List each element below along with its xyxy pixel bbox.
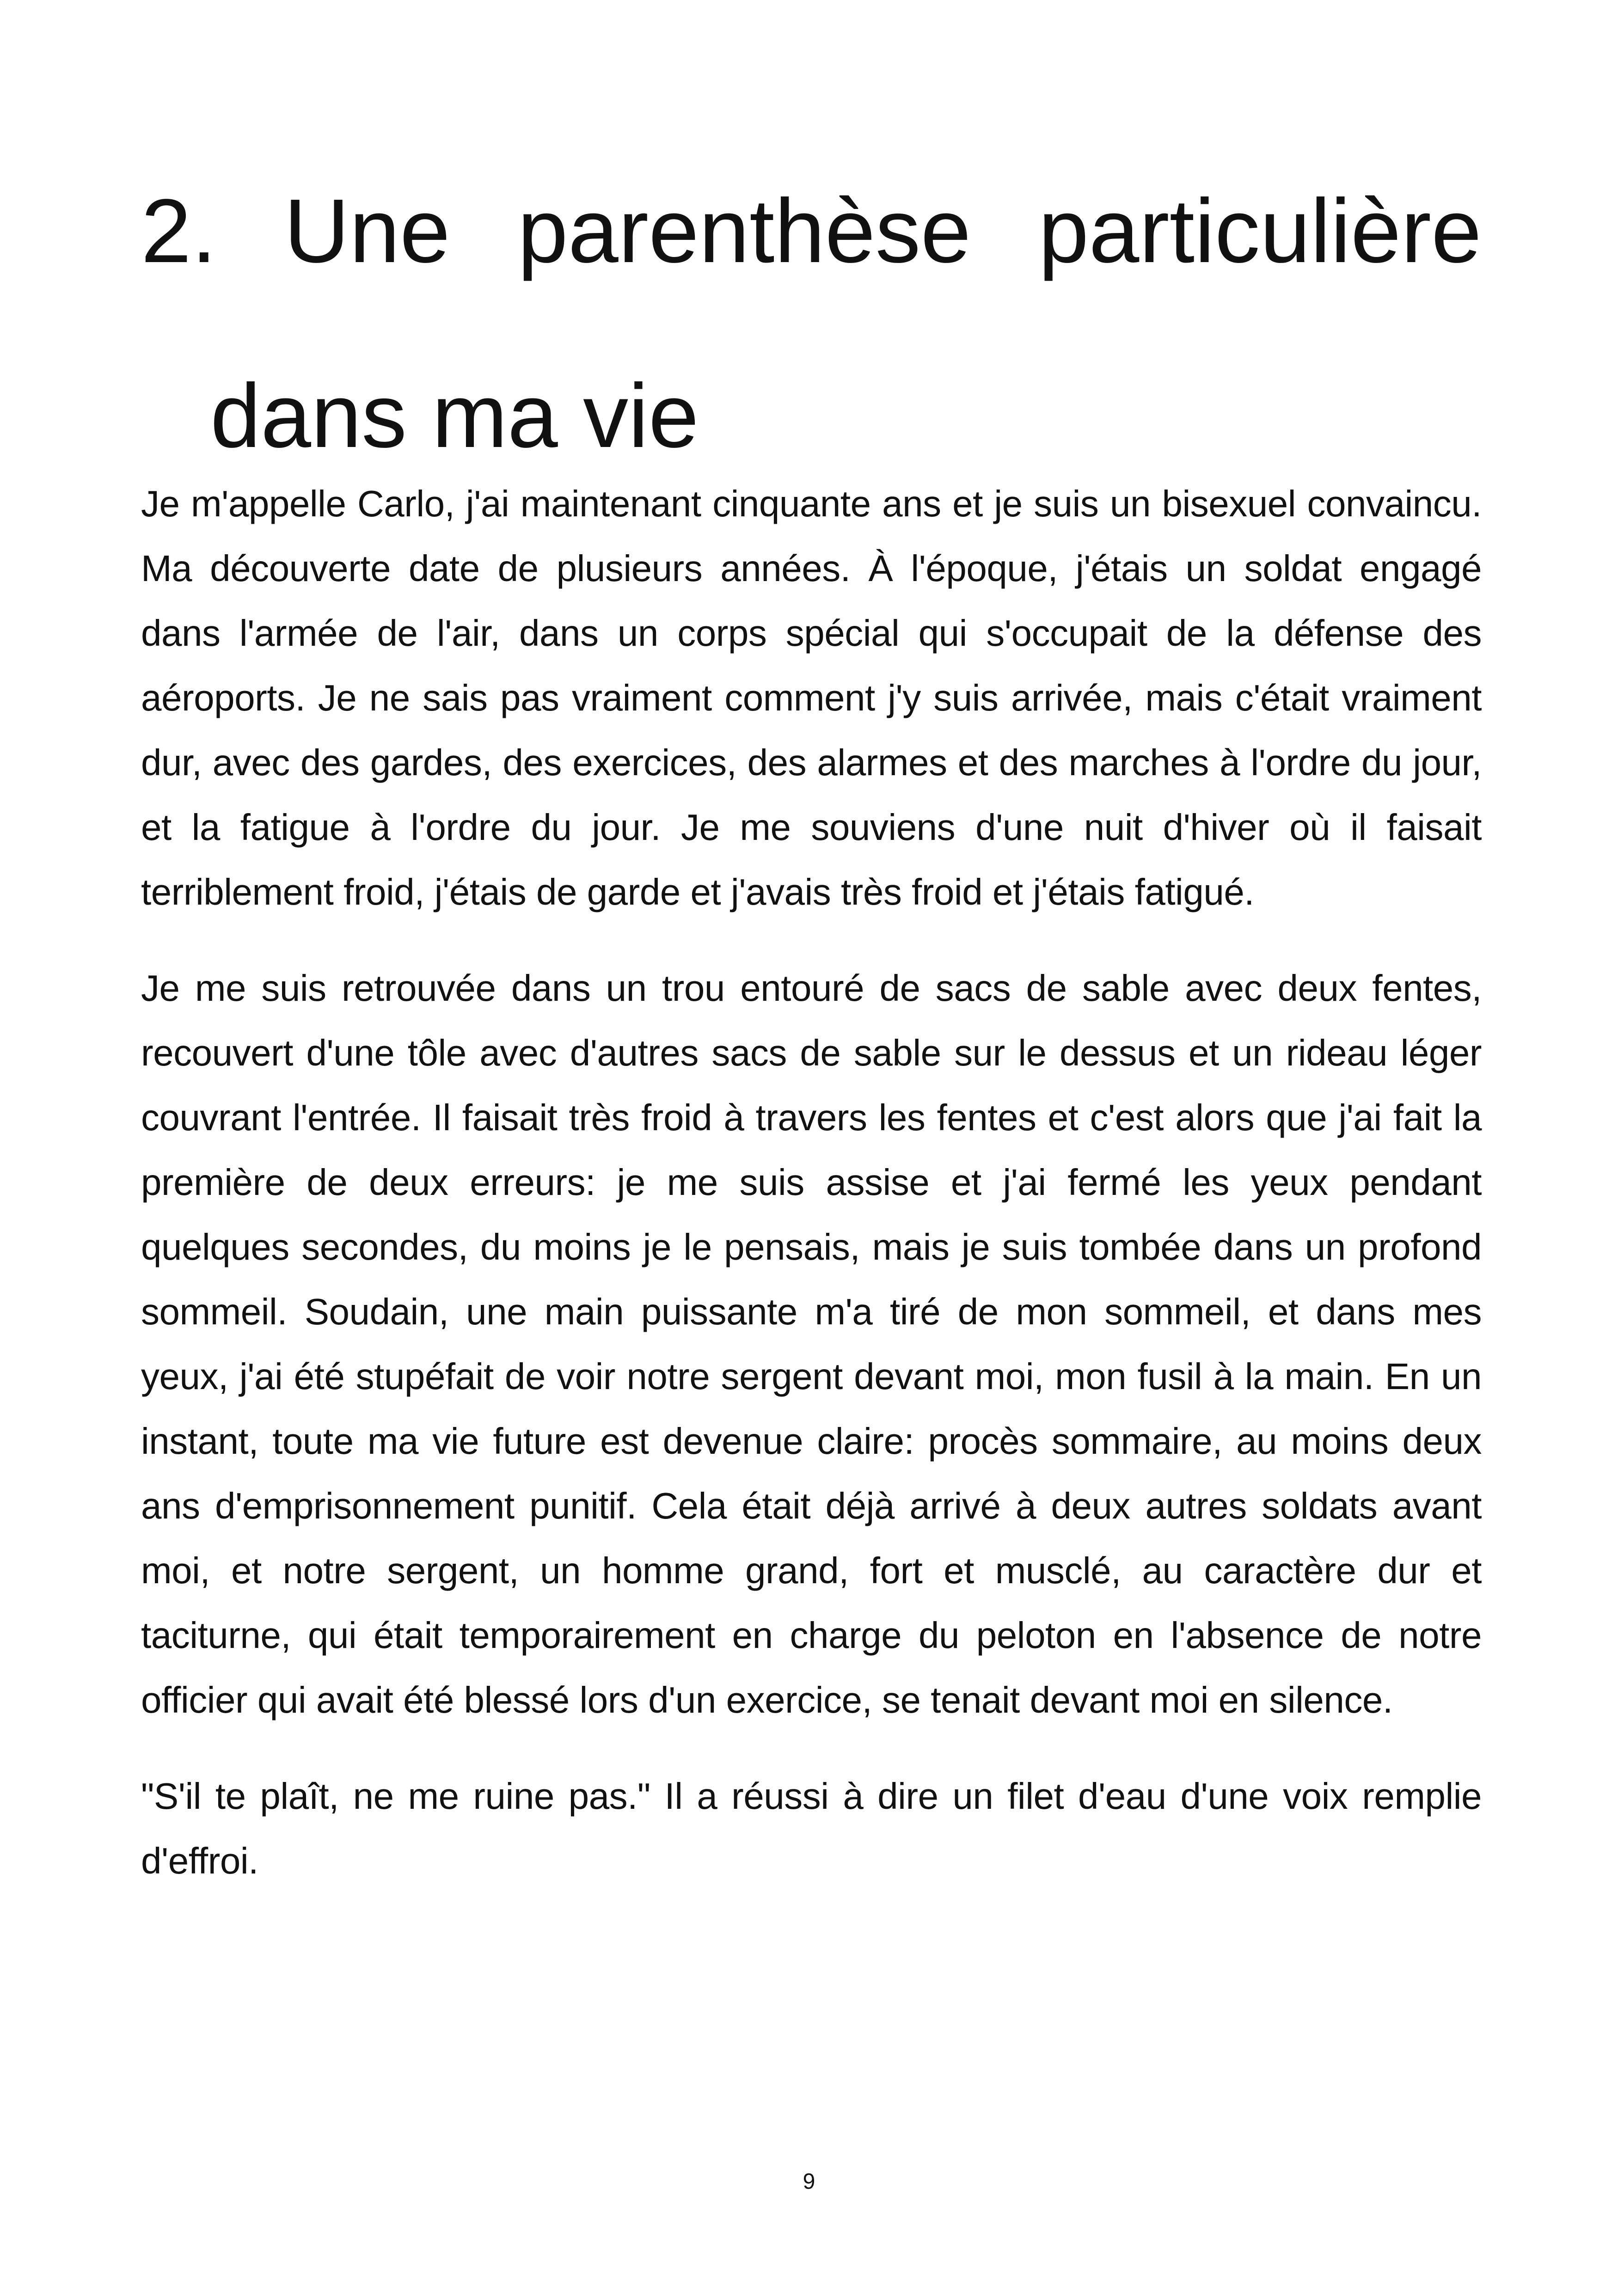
paragraph-3: "S'il te plaît, ne me ruine pas." Il a réussi à dire un filet d'eau d'une voix remplie d'effroi. bbox=[141, 1776, 1482, 1881]
paragraph-1: Je m'appelle Carlo, j'ai maintenant cinquante ans et je suis un bisexuel convaincu. Ma découverte date de plusieurs années. À l'époque, j'étais un soldat engagé dans l'armée de l'air, dans un corps spécial qui s'occupait de la défense des aéroports. Je ne sais pas vraiment comment j'y suis arrivée, mais c'était vraiment dur, avec des gardes, des exercices, des alarmes et des marches à l'ordre du jour, et la fatigue à l'ordre du jour. Je me souviens d'une nuit d'hiver où il faisait terriblement froid, j'étais de garde et j'avais très froid et j'étais fatigué. bbox=[141, 483, 1482, 912]
chapter-title-line-1: 2. Une parenthèse particulière bbox=[141, 180, 1482, 282]
chapter-title bbox=[141, 139, 1482, 508]
page-number: 9 bbox=[803, 2169, 815, 2194]
body-text bbox=[141, 471, 1482, 1925]
paragraph-2: Je me suis retrouvée dans un trou entouré de sacs de sable avec deux fentes, recouvert d'une tôle avec d'autres sacs de sable sur le dessus et un rideau léger couvrant l'entrée. Il faisait très froid à travers les fentes et c'est alors que j'ai fait la première de deux erreurs: je me suis assise et j'ai fermé les yeux pendant quelques secondes, du moins je le pensais, mais je suis tombée dans un profond sommeil. Soudain, une main puissante m'a tiré de mon sommeil, et dans mes yeux, j'ai été stupéfait de voir notre sergent devant moi, mon fusil à la main. En un instant, toute ma vie future est devenue claire: procès sommaire, au moins deux ans d'emprisonnement punitif. Cela était déjà arrivé à deux autres soldats avant moi, et notre sergent, un homme grand, fort et musclé, au caractère dur et taciturne, qui était temporairement en charge du peloton en l'absence de notre officier qui avait été blessé lors d'un exercice, se tenait devant moi en silence. bbox=[141, 967, 1482, 1720]
chapter-title-line-2: dans ma vie bbox=[210, 365, 699, 466]
